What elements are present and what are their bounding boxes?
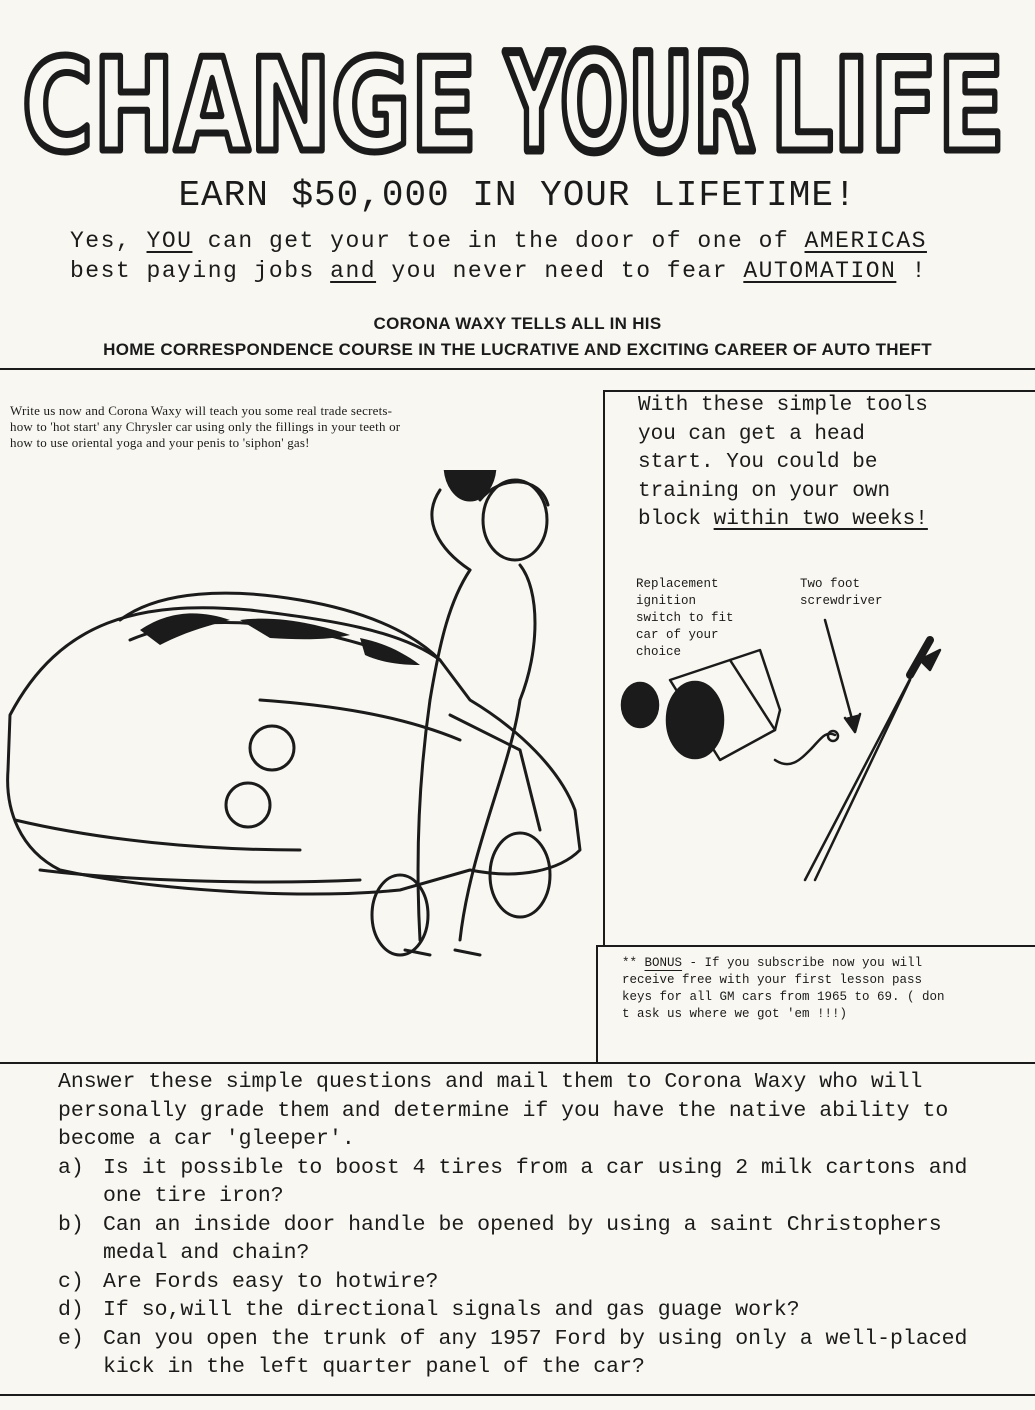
quiz-question: [58, 1154, 988, 1211]
tagline-text: best paying jobs: [70, 258, 331, 284]
headline-word-life: LIFE: [770, 32, 1005, 175]
divider-bottom: [0, 1062, 1035, 1064]
course-line-2: HOME CORRESPONDENCE COURSE IN THE LUCRATIVE AND EXCITING CAREER OF AUTO THEFT: [103, 340, 932, 359]
tagline-text: can get your toe in the door of one of: [192, 228, 805, 254]
intro-text: Write us now and Corona Waxy will teach you some real trade secrets- how to 'hot start' any Chrysler car using only the fillings in your teeth or how to use oriental yoga and your penis to 'siphon' gas!: [10, 403, 401, 450]
divider-footer: [0, 1394, 1035, 1396]
quiz-question: [58, 1325, 988, 1382]
quiz-question: [58, 1268, 988, 1297]
tagline-text: Yes,: [70, 228, 147, 254]
question-text: Can an inside door handle be opened by using a saint Christophers medal and chain?: [103, 1212, 942, 1265]
tagline-you: YOU: [146, 228, 193, 254]
tagline-line-2: [70, 258, 927, 284]
tools-box-left: [603, 390, 605, 945]
headline-word-change: CHANGE: [22, 32, 477, 175]
tagline-and: and: [330, 258, 377, 284]
question-text: Are Fords easy to hotwire?: [103, 1269, 439, 1294]
tools-box-bottom: [596, 945, 1035, 947]
tagline-text: !: [896, 258, 927, 284]
tools-text-underlined: within two weeks!: [713, 508, 928, 531]
tagline-americas: AMERICAS: [804, 228, 927, 254]
bonus-label: BONUS: [644, 956, 683, 970]
headline-word-your: YOUR: [503, 25, 755, 175]
ignition-label: Replacement ignition switch to fit car of your choice: [636, 577, 734, 659]
tools-text: [638, 392, 938, 535]
question-label: b): [58, 1212, 84, 1237]
headline: [0, 0, 1035, 175]
question-label: d): [58, 1298, 84, 1322]
car-thief-illustration: [0, 470, 600, 990]
quiz-question: [58, 1296, 988, 1325]
question-text: Is it possible to boost 4 tires from a car using 2 milk cartons and one tire iron?: [103, 1155, 968, 1208]
quiz-question: [58, 1211, 988, 1268]
divider-top: [0, 368, 1035, 370]
screwdriver-label: Two foot screwdriver: [800, 577, 883, 608]
question-text: If so,will the directional signals and gas guage work?: [103, 1298, 800, 1322]
question-text: Can you open the trunk of any 1957 Ford by using only a well-placed kick in the left quarter panel of the car?: [103, 1326, 968, 1379]
quiz-intro: Answer these simple questions and mail them to Corona Waxy who will personally grade them and determine if you have the native ability to become a car 'gleeper'.: [58, 1070, 949, 1151]
tools-text-main: With these simple tools you can get a head start. You could be training on your own block: [638, 394, 928, 531]
tagline-line-1: [70, 228, 927, 254]
tagline-automation: AUTOMATION: [743, 258, 897, 284]
course-line-1: CORONA WAXY TELLS ALL IN HIS: [373, 314, 662, 333]
question-label: a): [58, 1155, 84, 1180]
question-label: c): [58, 1269, 84, 1294]
tools-illustration: [610, 610, 1030, 900]
earn-subheadline: EARN $50,000 IN YOUR LIFETIME!: [178, 175, 857, 216]
bonus-prefix: **: [622, 956, 645, 970]
question-label: e): [58, 1326, 84, 1351]
quiz-section: [58, 1068, 988, 1382]
bonus-text: [622, 955, 952, 1023]
bonus-body: - If you subscribe now you will receive free with your first lesson pass keys for all GM cars from 1965 to 69. ( don t ask us where we got 'em !!!): [622, 956, 945, 1021]
tagline-text: you never need to fear: [376, 258, 744, 284]
